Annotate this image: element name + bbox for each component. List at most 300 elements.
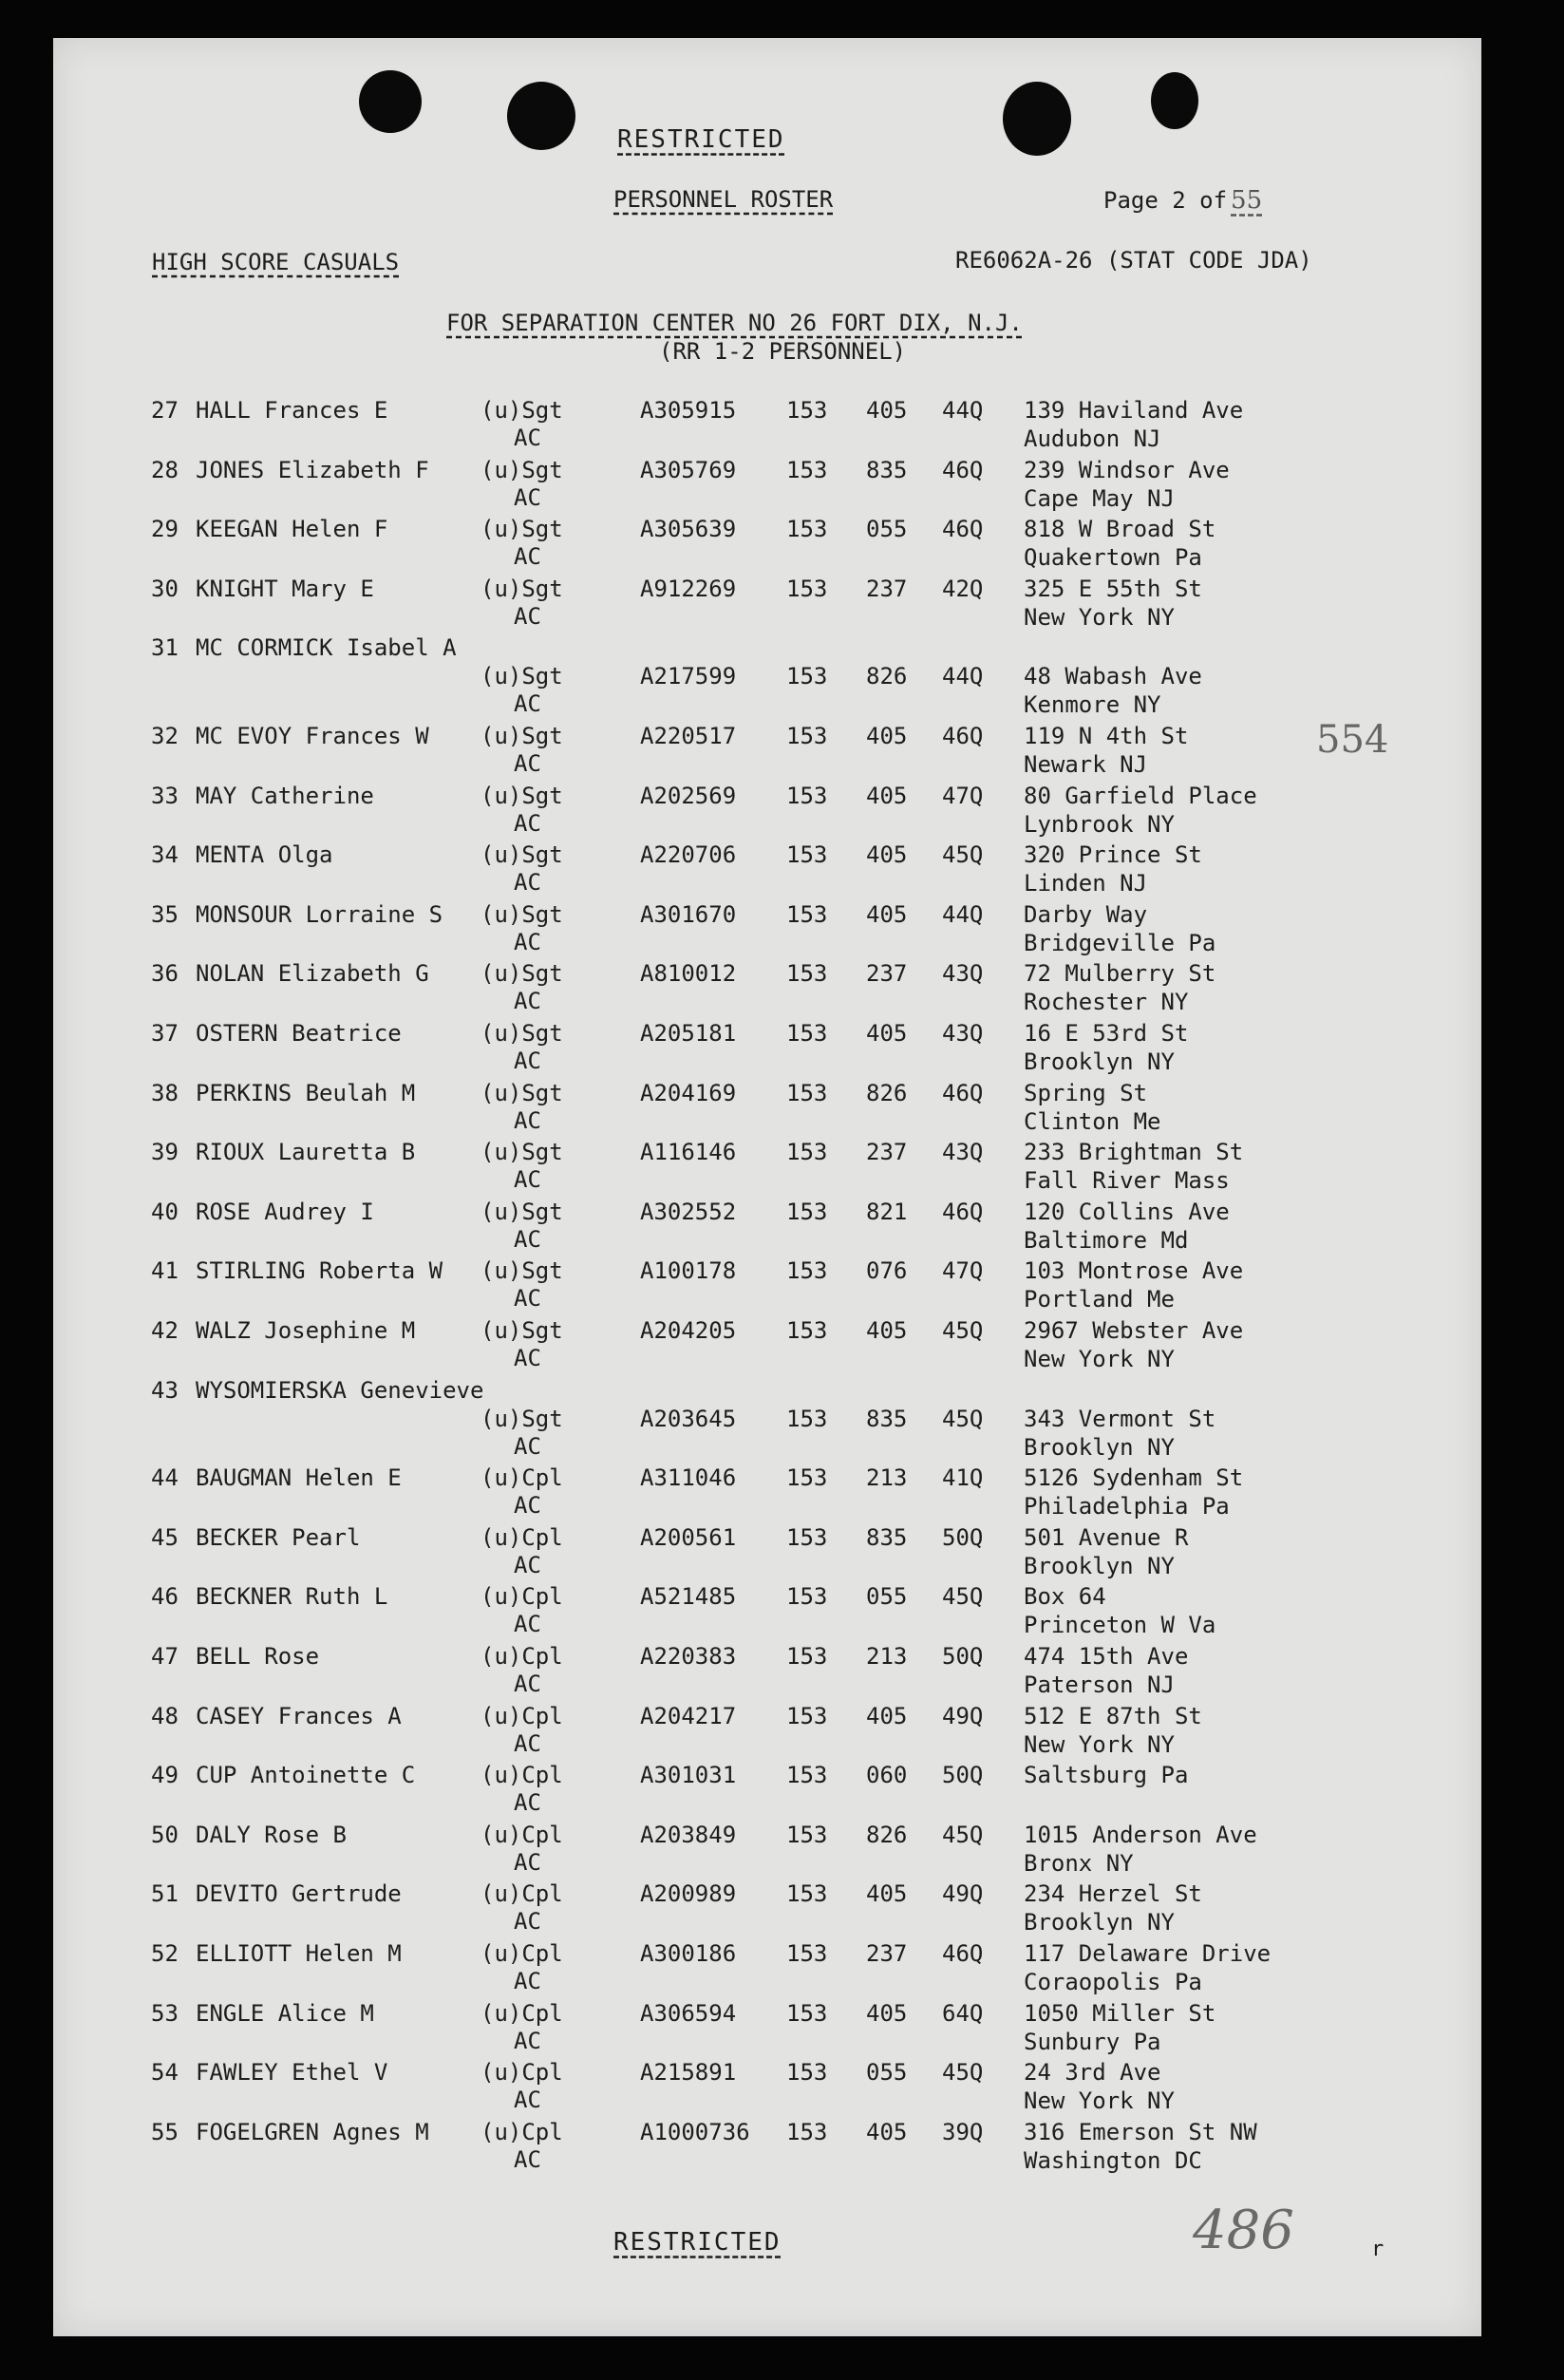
person-name: BECKNER Ruth L xyxy=(196,1583,388,1611)
table-row xyxy=(53,841,1481,900)
serial-number: A810012 xyxy=(640,960,737,988)
entry-number: 49 xyxy=(151,1762,179,1789)
code-b: 055 xyxy=(866,2059,908,2087)
code-a: 153 xyxy=(786,2059,828,2087)
code-c: 45Q xyxy=(942,841,984,869)
serial-number: A521485 xyxy=(640,1583,737,1611)
address-street: 234 Herzel St xyxy=(1024,1880,1202,1908)
person-name: DALY Rose B xyxy=(196,1821,347,1848)
code-a: 153 xyxy=(786,516,828,543)
table-row xyxy=(53,2059,1481,2118)
unit-code: RE6062A-26 (STAT CODE JDA) xyxy=(955,247,1312,274)
entry-number: 33 xyxy=(151,782,179,809)
branch: AC xyxy=(514,1345,541,1371)
branch: AC xyxy=(514,750,541,777)
branch: AC xyxy=(514,928,541,955)
address-street: 325 E 55th St xyxy=(1024,575,1202,602)
person-name: CUP Antoinette C xyxy=(196,1762,416,1789)
rank: (u)Cpl xyxy=(481,1702,563,1729)
table-row xyxy=(53,576,1481,634)
code-a: 153 xyxy=(786,841,828,869)
address-street: 1050 Miller St xyxy=(1024,1999,1216,2027)
address-city: New York NY xyxy=(1024,1346,1175,1372)
address-city: Coraopolis Pa xyxy=(1024,1969,1202,1995)
branch: AC xyxy=(514,1789,541,1817)
page-indicator xyxy=(1103,186,1262,215)
person-name: RIOUX Lauretta B xyxy=(196,1139,416,1166)
rank: (u)Sgt xyxy=(481,1317,563,1344)
code-a: 153 xyxy=(786,1583,828,1611)
branch: AC xyxy=(514,602,541,630)
table-row xyxy=(53,1406,1481,1464)
entry-number: 51 xyxy=(151,1880,179,1908)
table-row xyxy=(53,1257,1481,1316)
serial-number: A302552 xyxy=(640,1198,737,1225)
classification-top: RESTRICTED xyxy=(617,125,785,154)
rank: (u)Cpl xyxy=(481,1999,563,2027)
code-a: 153 xyxy=(786,1702,828,1729)
person-name: ENGLE Alice M xyxy=(196,1999,374,2027)
code-a: 153 xyxy=(786,1257,828,1285)
branch: AC xyxy=(514,1285,541,1313)
code-c: 43Q xyxy=(942,960,984,988)
serial-number: A220517 xyxy=(640,723,737,749)
serial-number: A116146 xyxy=(640,1139,737,1166)
address-street: 501 Avenue R xyxy=(1024,1523,1189,1551)
table-row xyxy=(53,2119,1481,2178)
rank: (u)Sgt xyxy=(481,900,563,928)
serial-number: A202569 xyxy=(640,782,737,809)
address-street: 80 Garfield Place xyxy=(1024,782,1257,809)
table-row xyxy=(53,1317,1481,1376)
table-row xyxy=(53,901,1481,960)
code-b: 055 xyxy=(866,1583,908,1611)
entry-number: 32 xyxy=(151,723,179,749)
address-city: Brooklyn NY xyxy=(1024,1909,1175,1936)
code-c: 39Q xyxy=(942,2118,984,2145)
address-street: 474 15th Ave xyxy=(1024,1643,1189,1670)
entry-number: 47 xyxy=(151,1643,179,1670)
code-b: 835 xyxy=(866,456,908,483)
person-name: MENTA Olga xyxy=(196,841,333,869)
person-name: MC EVOY Frances W xyxy=(196,723,429,749)
address-city: Lynbrook NY xyxy=(1024,810,1175,838)
code-b: 213 xyxy=(866,1464,908,1492)
code-c: 46Q xyxy=(942,1079,984,1106)
branch: AC xyxy=(514,988,541,1015)
address-city: Newark NJ xyxy=(1024,751,1148,778)
rank: (u)Sgt xyxy=(481,516,563,543)
address-city: Quakertown Pa xyxy=(1024,544,1202,572)
table-row xyxy=(53,960,1481,1019)
code-c: 46Q xyxy=(942,516,984,543)
classification-bottom: RESTRICTED xyxy=(613,2228,782,2257)
person-name: HALL Frances E xyxy=(196,397,388,424)
table-row xyxy=(53,1940,1481,1999)
group-name: HIGH SCORE CASUALS xyxy=(152,249,400,275)
handwritten-number: 486 xyxy=(1193,2200,1294,2261)
code-c: 49Q xyxy=(942,1880,984,1908)
address-street: 320 Prince St xyxy=(1024,841,1202,869)
entry-number: 43 xyxy=(151,1376,179,1404)
address-city: Baltimore Md xyxy=(1024,1226,1189,1254)
code-b: 405 xyxy=(866,782,908,809)
address-city: New York NY xyxy=(1024,1730,1175,1758)
roster-title: PERSONNEL ROSTER xyxy=(613,186,834,213)
code-b: 835 xyxy=(866,1523,908,1551)
entry-number: 29 xyxy=(151,516,179,543)
margin-number: 554 xyxy=(1316,718,1389,762)
rank: (u)Cpl xyxy=(481,1880,563,1908)
table-row xyxy=(53,1703,1481,1762)
serial-number: A203849 xyxy=(640,1821,737,1848)
code-b: 237 xyxy=(866,1940,908,1967)
entry-number: 44 xyxy=(151,1464,179,1492)
code-a: 153 xyxy=(786,1405,828,1432)
code-c: 46Q xyxy=(942,723,984,749)
entry-number: 54 xyxy=(151,2059,179,2087)
code-c: 47Q xyxy=(942,782,984,809)
code-b: 405 xyxy=(866,1020,908,1047)
branch: AC xyxy=(514,1611,541,1638)
address-street: 139 Haviland Ave xyxy=(1024,397,1244,424)
code-a: 153 xyxy=(786,1880,828,1908)
rank: (u)Cpl xyxy=(481,1940,563,1967)
punch-hole-far-right xyxy=(1151,72,1198,129)
serial-number: A200989 xyxy=(640,1880,737,1908)
branch: AC xyxy=(514,1729,541,1757)
rank: (u)Cpl xyxy=(481,1762,563,1789)
code-c: 43Q xyxy=(942,1020,984,1047)
rank: (u)Sgt xyxy=(481,1020,563,1047)
entry-number: 34 xyxy=(151,841,179,869)
rank: (u)Cpl xyxy=(481,2118,563,2145)
serial-number: A1000736 xyxy=(640,2118,750,2145)
rank: (u)Sgt xyxy=(481,960,563,988)
address-street: 343 Vermont St xyxy=(1024,1405,1216,1432)
address-street: 1015 Anderson Ave xyxy=(1024,1821,1257,1848)
code-c: 64Q xyxy=(942,1999,984,2027)
person-name: WALZ Josephine M xyxy=(196,1317,416,1344)
entry-number: 55 xyxy=(151,2118,179,2145)
serial-number: A204169 xyxy=(640,1079,737,1106)
code-c: 41Q xyxy=(942,1464,984,1492)
address-city: Linden NJ xyxy=(1024,870,1148,897)
code-c: 50Q xyxy=(942,1523,984,1551)
code-c: 47Q xyxy=(942,1257,984,1285)
code-c: 49Q xyxy=(942,1702,984,1729)
entry-number: 27 xyxy=(151,397,179,424)
code-b: 076 xyxy=(866,1257,908,1285)
address-city: Cape May NJ xyxy=(1024,484,1175,512)
entry-number: 50 xyxy=(151,1821,179,1848)
code-a: 153 xyxy=(786,782,828,809)
serial-number: A912269 xyxy=(640,575,737,602)
person-name: CASEY Frances A xyxy=(196,1702,402,1729)
code-a: 153 xyxy=(786,723,828,749)
code-a: 153 xyxy=(786,1940,828,1967)
address-city: Audubon NJ xyxy=(1024,425,1161,452)
branch: AC xyxy=(514,1225,541,1253)
branch: AC xyxy=(514,1048,541,1074)
corner-mark: r xyxy=(1371,2238,1385,2261)
code-c: 50Q xyxy=(942,1643,984,1670)
code-b: 405 xyxy=(866,2118,908,2145)
code-a: 153 xyxy=(786,1523,828,1551)
address-city: Brooklyn NY xyxy=(1024,1433,1175,1461)
punch-hole-center xyxy=(507,82,575,150)
code-a: 153 xyxy=(786,456,828,483)
table-row xyxy=(53,1464,1481,1523)
code-b: 835 xyxy=(866,1405,908,1432)
table-row xyxy=(53,1880,1481,1939)
address-street: 48 Wabash Ave xyxy=(1024,663,1202,690)
address-city: Brooklyn NY xyxy=(1024,1048,1175,1075)
person-name: FAWLEY Ethel V xyxy=(196,2059,388,2087)
serial-number: A217599 xyxy=(640,663,737,690)
table-row xyxy=(53,1643,1481,1702)
table-row xyxy=(53,1199,1481,1257)
branch: AC xyxy=(514,1908,541,1936)
destination: FOR SEPARATION CENTER NO 26 FORT DIX, N.J. xyxy=(446,310,1023,336)
code-c: 50Q xyxy=(942,1762,984,1789)
table-row xyxy=(53,1524,1481,1583)
rank: (u)Sgt xyxy=(481,1405,563,1432)
code-c: 45Q xyxy=(942,1583,984,1611)
address-street: 233 Brightman St xyxy=(1024,1139,1244,1166)
branch: AC xyxy=(514,1968,541,1994)
address-city: Princeton W Va xyxy=(1024,1612,1216,1639)
code-c: 45Q xyxy=(942,1405,984,1432)
code-a: 153 xyxy=(786,397,828,424)
code-a: 153 xyxy=(786,1139,828,1166)
table-row xyxy=(53,397,1481,456)
address-street: 239 Windsor Ave xyxy=(1024,456,1230,483)
address-city: Philadelphia Pa xyxy=(1024,1493,1230,1521)
serial-number: A305915 xyxy=(640,397,737,424)
branch: AC xyxy=(514,1106,541,1134)
table-row xyxy=(53,1583,1481,1642)
table-row xyxy=(53,2000,1481,2059)
person-name: NOLAN Elizabeth G xyxy=(196,960,429,988)
code-b: 826 xyxy=(866,1079,908,1106)
rank: (u)Cpl xyxy=(481,2059,563,2087)
address-street: 5126 Sydenham St xyxy=(1024,1464,1244,1492)
code-a: 153 xyxy=(786,575,828,602)
address-street: 24 3rd Ave xyxy=(1024,2059,1161,2087)
branch: AC xyxy=(514,2145,541,2173)
address-street: Spring St xyxy=(1024,1079,1148,1106)
code-c: 45Q xyxy=(942,1317,984,1344)
code-c: 44Q xyxy=(942,397,984,424)
code-b: 060 xyxy=(866,1762,908,1789)
code-b: 405 xyxy=(866,900,908,928)
table-row xyxy=(53,1080,1481,1139)
branch: AC xyxy=(514,2027,541,2054)
personnel-subtitle: (RR 1-2 PERSONNEL) xyxy=(659,338,907,365)
entry-number: 46 xyxy=(151,1583,179,1611)
table-row xyxy=(53,663,1481,722)
address-street: 16 E 53rd St xyxy=(1024,1020,1189,1047)
code-a: 153 xyxy=(786,1198,828,1225)
code-c: 45Q xyxy=(942,1821,984,1848)
person-name: MONSOUR Lorraine S xyxy=(196,900,443,928)
table-row xyxy=(53,457,1481,516)
serial-number: A205181 xyxy=(640,1020,737,1047)
code-a: 153 xyxy=(786,1643,828,1670)
person-name: OSTERN Beatrice xyxy=(196,1020,402,1047)
table-row xyxy=(53,1822,1481,1880)
address-street: 818 W Broad St xyxy=(1024,516,1216,543)
address-street: Box 64 xyxy=(1024,1583,1106,1611)
code-b: 055 xyxy=(866,516,908,543)
branch: AC xyxy=(514,1432,541,1460)
serial-number: A220383 xyxy=(640,1643,737,1670)
serial-number: A215891 xyxy=(640,2059,737,2087)
person-name: WYSOMIERSKA Genevieve xyxy=(196,1376,484,1404)
rank: (u)Sgt xyxy=(481,841,563,869)
code-b: 237 xyxy=(866,960,908,988)
serial-number: A300186 xyxy=(640,1940,737,1967)
serial-number: A203645 xyxy=(640,1405,737,1432)
branch: AC xyxy=(514,1848,541,1876)
address-street: 103 Montrose Ave xyxy=(1024,1257,1244,1285)
serial-number: A311046 xyxy=(640,1464,737,1492)
code-a: 153 xyxy=(786,1464,828,1492)
address-city: Portland Me xyxy=(1024,1286,1175,1313)
address-street: 120 Collins Ave xyxy=(1024,1198,1230,1225)
rank: (u)Cpl xyxy=(481,1583,563,1611)
address-street: 2967 Webster Ave xyxy=(1024,1317,1244,1344)
code-b: 821 xyxy=(866,1198,908,1225)
rank: (u)Sgt xyxy=(481,397,563,424)
rank: (u)Sgt xyxy=(481,456,563,483)
code-c: 46Q xyxy=(942,1940,984,1967)
branch: AC xyxy=(514,690,541,718)
rank: (u)Sgt xyxy=(481,1257,563,1285)
code-a: 153 xyxy=(786,1999,828,2027)
code-c: 45Q xyxy=(942,2059,984,2087)
address-street: 512 E 87th St xyxy=(1024,1702,1202,1729)
code-b: 237 xyxy=(866,575,908,602)
table-row xyxy=(53,1762,1481,1821)
address-city: New York NY xyxy=(1024,603,1175,631)
person-name: MC CORMICK Isabel A xyxy=(196,634,457,662)
code-b: 405 xyxy=(866,1880,908,1908)
branch: AC xyxy=(514,809,541,837)
address-city: Bridgeville Pa xyxy=(1024,929,1216,956)
branch: AC xyxy=(514,1671,541,1697)
entry-number: 35 xyxy=(151,900,179,928)
page-label: Page 2 of xyxy=(1103,187,1228,214)
person-name: BAUGMAN Helen E xyxy=(196,1464,402,1492)
code-b: 405 xyxy=(866,723,908,749)
serial-number: A305769 xyxy=(640,456,737,483)
rank: (u)Cpl xyxy=(481,1643,563,1670)
code-a: 153 xyxy=(786,663,828,690)
branch: AC xyxy=(514,483,541,511)
serial-number: A306594 xyxy=(640,1999,737,2027)
entry-number: 31 xyxy=(151,634,179,662)
serial-number: A220706 xyxy=(640,841,737,869)
person-name: ROSE Audrey I xyxy=(196,1198,374,1225)
address-city: Paterson NJ xyxy=(1024,1672,1175,1698)
code-a: 153 xyxy=(786,1762,828,1789)
person-name: BELL Rose xyxy=(196,1643,320,1670)
serial-number: A100178 xyxy=(640,1257,737,1285)
rank: (u)Sgt xyxy=(481,1079,563,1106)
code-c: 46Q xyxy=(942,1198,984,1225)
code-b: 405 xyxy=(866,397,908,424)
address-street: 117 Delaware Drive xyxy=(1024,1940,1272,1967)
code-b: 405 xyxy=(866,841,908,869)
code-a: 153 xyxy=(786,1317,828,1344)
address-street: 72 Mulberry St xyxy=(1024,960,1216,988)
address-city: Rochester NY xyxy=(1024,989,1189,1016)
address-city: Brooklyn NY xyxy=(1024,1552,1175,1579)
punch-hole-right xyxy=(1003,82,1071,156)
code-a: 153 xyxy=(786,1079,828,1106)
branch: AC xyxy=(514,2087,541,2114)
rank: (u)Cpl xyxy=(481,1464,563,1492)
address-city: New York NY xyxy=(1024,2087,1175,2115)
rank: (u)Sgt xyxy=(481,1139,563,1166)
entry-number: 42 xyxy=(151,1317,179,1344)
table-row xyxy=(53,516,1481,575)
rank: (u)Cpl xyxy=(481,1821,563,1848)
entry-number: 53 xyxy=(151,1999,179,2027)
address-street: Darby Way xyxy=(1024,900,1148,928)
rank: (u)Sgt xyxy=(481,782,563,809)
serial-number: A305639 xyxy=(640,516,737,543)
entry-number: 45 xyxy=(151,1523,179,1551)
code-c: 42Q xyxy=(942,575,984,602)
address-street: 316 Emerson St NW xyxy=(1024,2118,1257,2145)
table-row xyxy=(53,723,1481,782)
entry-number: 40 xyxy=(151,1198,179,1225)
serial-number: A200561 xyxy=(640,1523,737,1551)
branch: AC xyxy=(514,425,541,451)
rank: (u)Cpl xyxy=(481,1523,563,1551)
code-a: 153 xyxy=(786,2118,828,2145)
branch: AC xyxy=(514,869,541,897)
serial-number: A301031 xyxy=(640,1762,737,1789)
code-b: 405 xyxy=(866,1317,908,1344)
code-c: 44Q xyxy=(942,900,984,928)
address-city: Clinton Me xyxy=(1024,1107,1161,1135)
person-name: STIRLING Roberta W xyxy=(196,1257,443,1285)
rank: (u)Sgt xyxy=(481,723,563,749)
serial-number: A204205 xyxy=(640,1317,737,1344)
entry-number: 28 xyxy=(151,456,179,483)
serial-number: A204217 xyxy=(640,1702,737,1729)
table-row xyxy=(53,1020,1481,1079)
code-c: 46Q xyxy=(942,456,984,483)
person-name: DEVITO Gertrude xyxy=(196,1880,402,1908)
rank: (u)Sgt xyxy=(481,575,563,602)
branch: AC xyxy=(514,1551,541,1578)
branch: AC xyxy=(514,543,541,571)
table-row xyxy=(53,783,1481,841)
address-city: Bronx NY xyxy=(1024,1849,1134,1877)
entry-number: 48 xyxy=(151,1702,179,1729)
entry-number: 30 xyxy=(151,575,179,602)
address-street: 119 N 4th St xyxy=(1024,723,1189,749)
entry-number: 41 xyxy=(151,1257,179,1285)
code-a: 153 xyxy=(786,900,828,928)
punch-hole-left xyxy=(359,70,422,133)
entry-number: 38 xyxy=(151,1079,179,1106)
